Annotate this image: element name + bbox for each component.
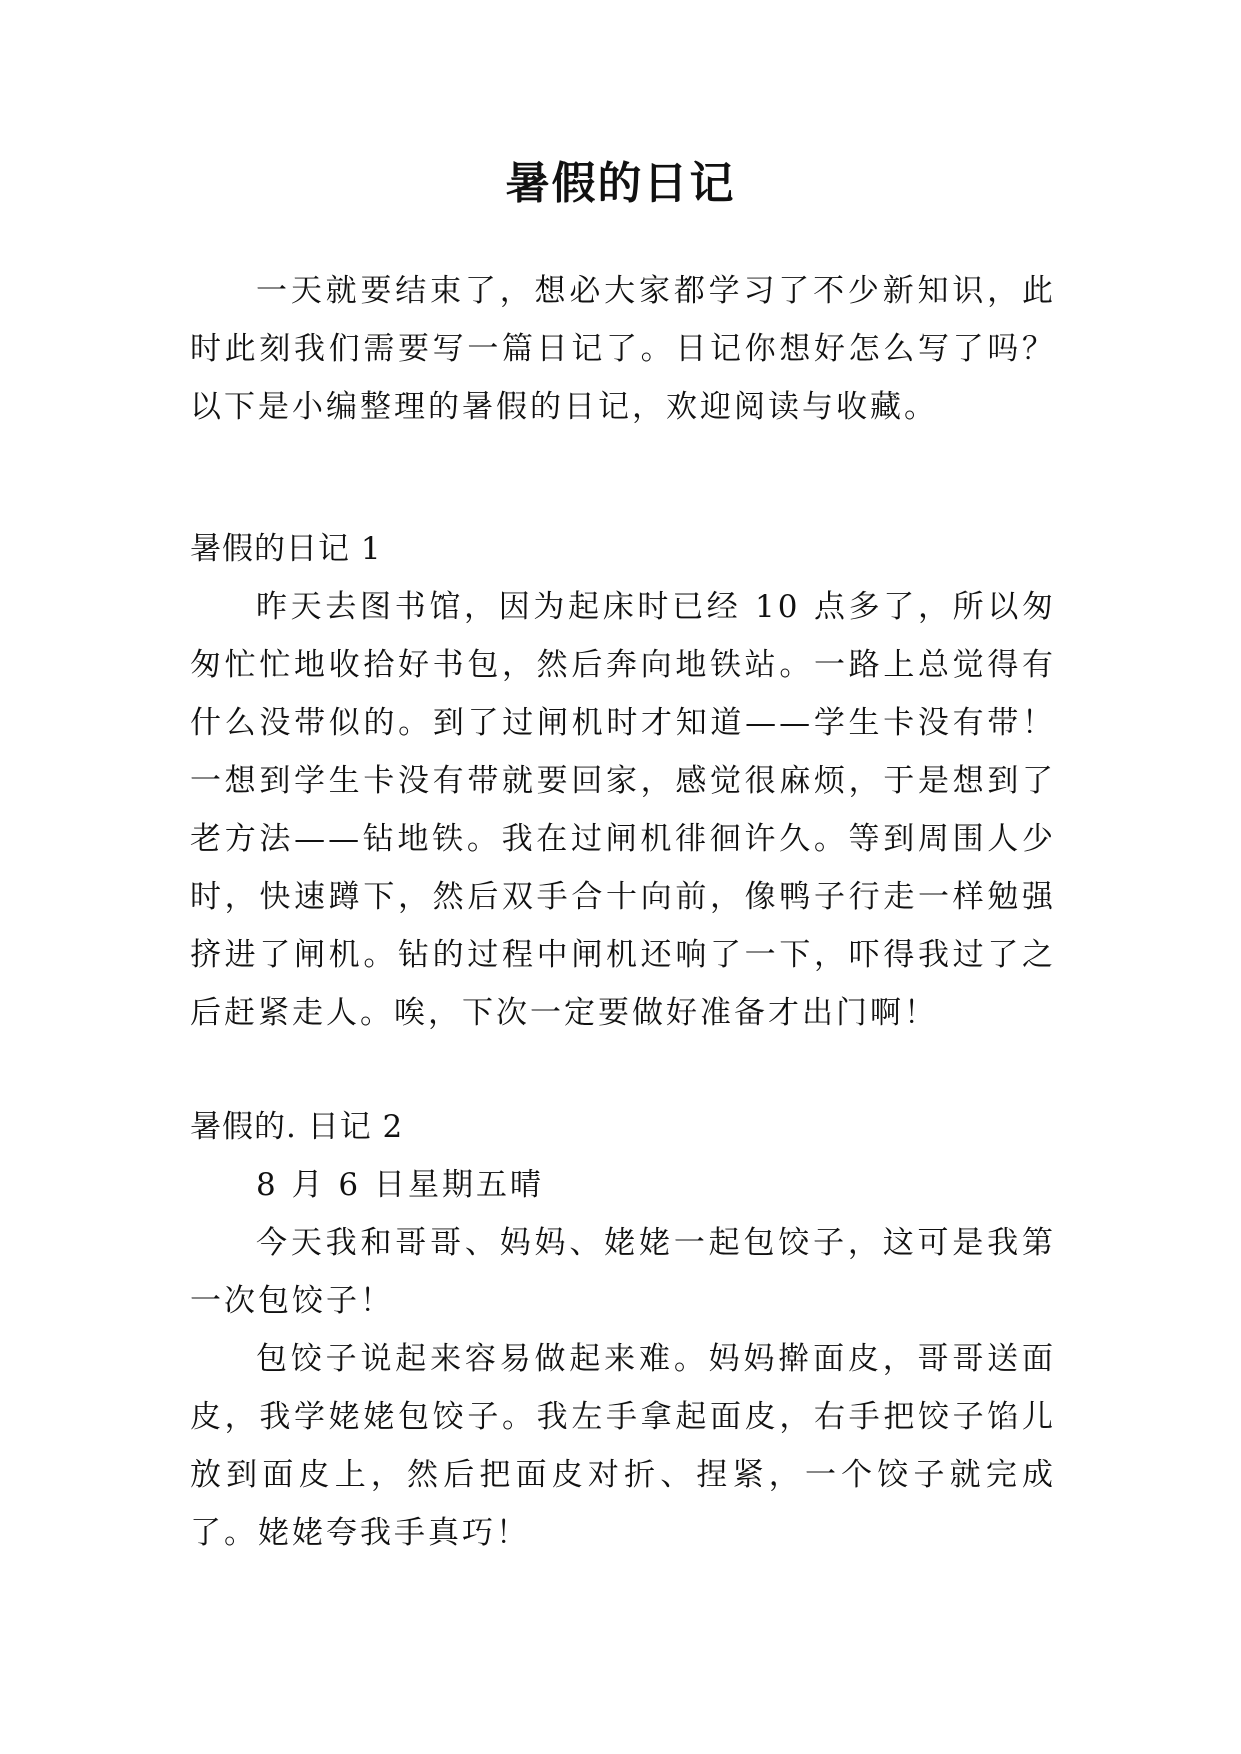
document-title: 暑假的日记	[505, 158, 736, 209]
intro-paragraph: 一天就要结束了，想必大家都学习了不少新知识，此时此刻我们需要写一篇日记了。日记你想好怎么写了吗？以下是小编整理的暑假的日记，欢迎阅读与收藏。	[190, 273, 1056, 425]
diary-2-paragraph-1: 今天我和哥哥、妈妈、姥姥一起包饺子，这可是我第一次包饺子！	[190, 1225, 1056, 1319]
diary-2-paragraph-2: 包饺子说起来容易做起来难。妈妈擀面皮，哥哥送面皮，我学姥姥包饺子。我左手拿起面皮，右手把饺子馅儿放到面皮上，然后把面皮对折、捏紧，一个饺子就完成了。姥姥夸我手真巧！	[190, 1341, 1056, 1551]
diary-1-paragraph: 昨天去图书馆，因为起床时已经 10 点多了，所以匆匆忙忙地收拾好书包，然后奔向地铁站。一路上总觉得有什么没带似的。到了过闸机时才知道——学生卡没有带！一想到学生卡没有带就要回家，感觉很麻烦，于是想到了老方法——钻地铁。我在过闸机徘徊许久。等到周围人少时，快速蹲下，然后双手合十向前，像鸭子行走一样勉强挤进了闸机。钻的过程中闸机还响了一下，吓得我过了之后赶紧走人。唉，下次一定要做好准备才出门啊！	[190, 589, 1056, 1031]
diary-1-heading: 暑假的日记 1	[190, 531, 382, 567]
diary-2-date-line: 8 月 6 日星期五晴	[256, 1167, 545, 1203]
diary-2-heading: 暑假的. 日记 2	[190, 1109, 404, 1145]
